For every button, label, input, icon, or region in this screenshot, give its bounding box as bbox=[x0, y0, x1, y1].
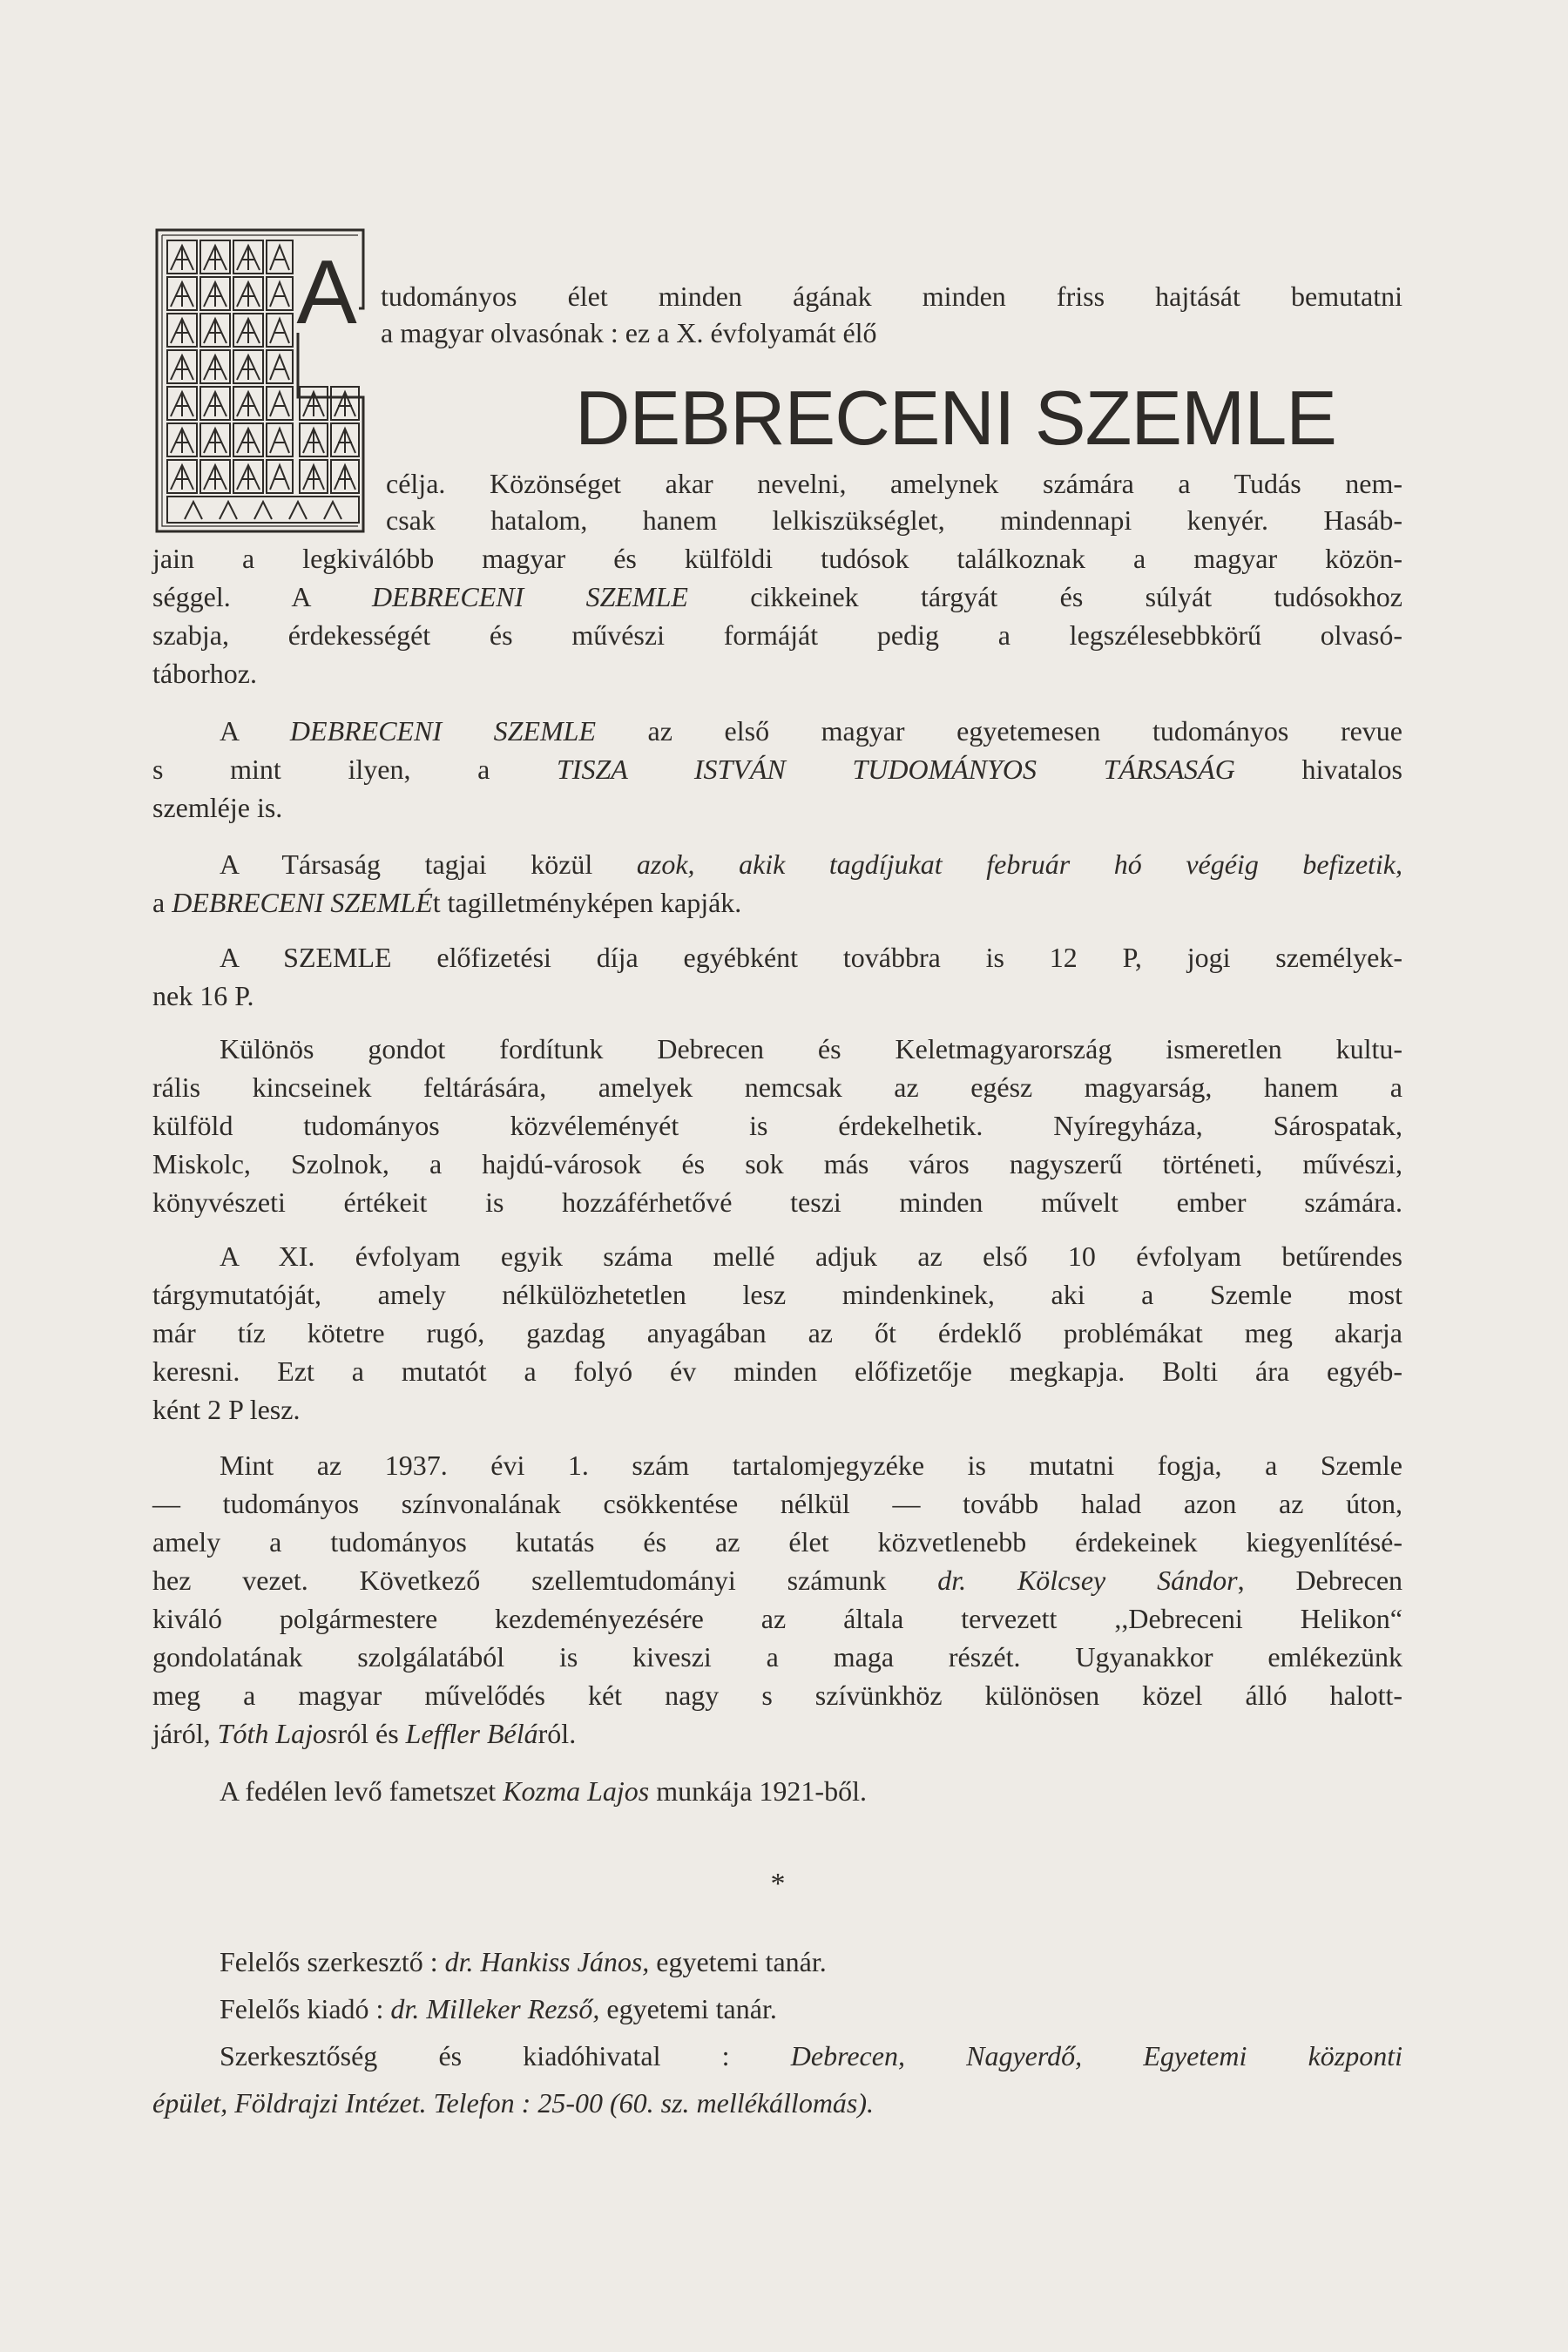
text-line: — tudományos színvonalának csökkentése nélkül — tovább halad azon az úton, bbox=[152, 1488, 1402, 1519]
text-line: amely a tudományos kutatás és az élet közvetlenebb érdekeinek kiegyenlítésé- bbox=[152, 1526, 1402, 1558]
text-line: ként 2 P lesz. bbox=[152, 1394, 301, 1425]
separator-asterisk: * bbox=[770, 1868, 786, 1900]
intro-line: csak hatalom, hanem lelkiszükséglet, mindennapi kenyér. Hasáb- bbox=[386, 504, 1402, 536]
intro-line: szabja, érdekességét és művészi formáját pedig a legszélesebbkörű olvasó- bbox=[152, 619, 1402, 651]
text-line: Mint az 1937. évi 1. szám tartalomjegyzéke is mutatni fogja, a Szemle bbox=[220, 1450, 1402, 1481]
text-line: A DEBRECENI SZEMLE az első magyar egyetemesen tudományos revue bbox=[220, 715, 1403, 747]
text-line: meg a magyar művelődés két nagy s szívünkhöz különösen közel álló halott- bbox=[152, 1680, 1402, 1711]
text-line: A SZEMLE előfizetési díja egyébként továbbra is 12 P, jogi személyek- bbox=[220, 942, 1402, 973]
imprint-line: épület, Földrajzi Intézet. Telefon : 25-00 (60. sz. mellékállomás). bbox=[152, 2087, 875, 2119]
text-line: tárgymutatóját, amely nélkülözhetetlen lesz mindenkinek, aki a Szemle most bbox=[152, 1279, 1402, 1310]
intro-line: táborhoz. bbox=[152, 658, 257, 689]
text-line: külföld tudományos közvéleményét is érdekelhetik. Nyíregyháza, Sárospatak, bbox=[152, 1110, 1402, 1141]
intro-line: a magyar olvasónak : ez a X. évfolyamát élő bbox=[381, 317, 877, 348]
text-line: járól, Tóth Lajosról és Leffler Béláról. bbox=[152, 1718, 577, 1749]
text-line: Különös gondot fordítunk Debrecen és Keletmagyarország ismeretlen kultu- bbox=[220, 1033, 1402, 1064]
intro-line: jain a legkiválóbb magyar és külföldi tudósok találkoznak a magyar közön- bbox=[152, 543, 1402, 574]
imprint-line: Felelős kiadó : dr. Milleker Rezső, egyetemi tanár. bbox=[220, 1993, 777, 2024]
text-line: kiváló polgármestere kezdeményezésére az általa tervezett ,,Debreceni Helikon“ bbox=[152, 1603, 1402, 1634]
text-line: Miskolc, Szolnok, a hajdú-városok és sok más város nagyszerű történeti, művészi, bbox=[152, 1148, 1402, 1179]
text-line: rális kincseinek feltárására, amelyek nemcsak az egész magyarság, hanem a bbox=[152, 1071, 1402, 1103]
intro-line: célja. Közönséget akar nevelni, amelynek számára a Tudás nem- bbox=[386, 468, 1402, 499]
drop-cap bbox=[155, 228, 365, 533]
text-line: nek 16 P. bbox=[152, 980, 254, 1011]
text-line: hez vezet. Következő szellemtudományi számunk dr. Kölcsey Sándor, Debrecen bbox=[152, 1565, 1403, 1596]
text-line: s mint ilyen, a TISZA ISTVÁN TUDOMÁNYOS TÁRSASÁG hivatalos bbox=[152, 754, 1402, 785]
text-line: A Társaság tagjai közül azok, akik tagdíjukat február hó végéig befizetik, bbox=[220, 848, 1403, 880]
text-line: keresni. Ezt a mutatót a folyó év minden előfizetője megkapja. Bolti ára egyéb- bbox=[152, 1355, 1402, 1387]
intro-line: tudományos élet minden ágának minden friss hajtását bemutatni bbox=[381, 280, 1402, 312]
text-line: A XI. évfolyam egyik száma mellé adjuk az első 10 évfolyam betűrendes bbox=[220, 1240, 1402, 1272]
drop-cap-letter: A bbox=[294, 253, 359, 333]
intro-line: séggel. A DEBRECENI SZEMLE cikkeinek tárgyát és súlyát tudósokhoz bbox=[152, 581, 1403, 612]
text-line: szemléje is. bbox=[152, 792, 283, 823]
masthead-title: DEBRECENI SZEMLE bbox=[575, 375, 1336, 461]
text-line: gondolatának szolgálatából is kiveszi a maga részét. Ugyanakkor emlékezünk bbox=[152, 1641, 1402, 1673]
text-line: már tíz kötetre rugó, gazdag anyagában az őt érdeklő problémákat meg akarja bbox=[152, 1317, 1402, 1348]
imprint-line: Felelős szerkesztő : dr. Hankiss János, egyetemi tanár. bbox=[220, 1946, 827, 1977]
text-line: könyvészeti értékeit is hozzáférhetővé teszi minden művelt ember számára. bbox=[152, 1186, 1402, 1218]
imprint-line: Szerkesztőség és kiadóhivatal : Debrecen, Nagyerdő, Egyetemi központi bbox=[220, 2040, 1403, 2072]
text-line: a DEBRECENI SZEMLÉt tagilletményképen kapják. bbox=[152, 887, 742, 918]
text-line: A fedélen levő fametszet Kozma Lajos munkája 1921-ből. bbox=[220, 1775, 867, 1807]
